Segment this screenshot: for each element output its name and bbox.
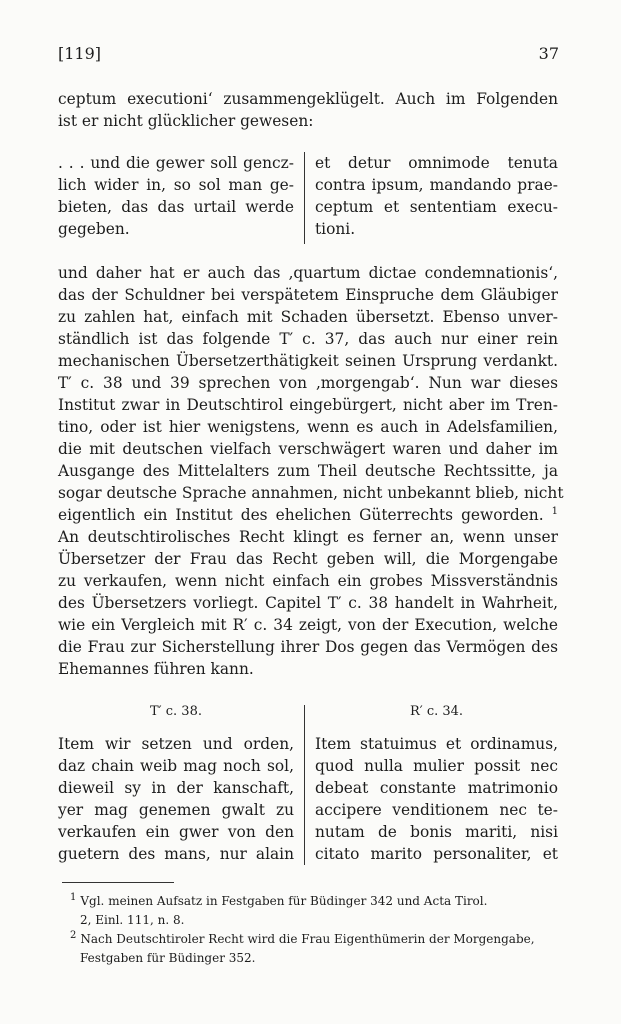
text-line: citato marito personaliter, et bbox=[315, 845, 558, 863]
body-paragraph bbox=[58, 262, 564, 680]
text-line: Übersetzer der Frau das Recht geben will, die Morgengabe bbox=[58, 550, 558, 568]
footnote-text: Vgl. meinen Aufsatz in Festgaben für Büdinger 342 und Acta Tirol. bbox=[80, 894, 488, 908]
text-line: guetern des mans, nur alain bbox=[58, 845, 294, 863]
column-heading-german: T′ c. 38. bbox=[150, 704, 202, 719]
text-line: zu verkaufen, wenn nicht einfach ein grobes Missverständnis bbox=[58, 572, 558, 590]
running-header bbox=[58, 44, 559, 70]
quote-latin-column bbox=[315, 152, 558, 240]
text-line: die Frau zur Sicherstellung ihrer Dos gegen das Vermögen des bbox=[58, 638, 558, 656]
footnote-number: 2 bbox=[70, 930, 77, 941]
text-line: mechanischen Übersetzerthätigkeit seinen Ursprung verdankt. bbox=[58, 352, 558, 370]
quote-german-column bbox=[58, 733, 294, 865]
footnote-line: Festgaben für Büdinger 352. bbox=[80, 951, 256, 965]
footnote-text: Nach Deutschtiroler Recht wird die Frau Eigenthümerin der Morgengabe, bbox=[80, 932, 535, 946]
text-line: Item wir setzen und orden, bbox=[58, 735, 294, 753]
text-line: nutam de bonis mariti, nisi bbox=[315, 823, 558, 841]
text-line: zu zahlen hat, einfach mit Schaden übersetzt. Ebenso unver- bbox=[58, 308, 558, 326]
column-divider bbox=[304, 152, 305, 244]
text-line: dieweil sy in der kanschaft, bbox=[58, 779, 294, 797]
text-line: ist er nicht glücklicher gewesen: bbox=[58, 112, 314, 130]
quote-latin-column bbox=[315, 733, 558, 865]
text-line: Institut zwar in Deutschtirol eingebürgert, nicht aber im Tren- bbox=[58, 396, 558, 414]
parallel-quote-1 bbox=[58, 152, 558, 242]
text-line-content: eigentlich ein Institut des ehelichen Güterrechts geworden. bbox=[58, 506, 544, 524]
text-line: Ehemannes führen kann. bbox=[58, 660, 254, 678]
text-line: daz chain weib mag noch sol, bbox=[58, 757, 294, 775]
text-line: das der Schuldner bei verspätetem Einspruche dem Gläubiger bbox=[58, 286, 558, 304]
text-line: debeat constante matrimonio bbox=[315, 779, 558, 797]
section-marker: [119] bbox=[58, 44, 102, 63]
intro-paragraph bbox=[58, 88, 558, 132]
text-line: ceptum executioni‘ zusammengeklügelt. Auch im Folgenden bbox=[58, 90, 558, 108]
footnote-line bbox=[70, 930, 558, 949]
page-number: 37 bbox=[538, 44, 559, 63]
text-line: sogar deutsche Sprache annahmen, nicht unbekannt blieb, nicht bbox=[58, 484, 564, 502]
text-line: ständlich ist das folgende T′ c. 37, das auch nur einer rein bbox=[58, 330, 558, 348]
text-line: und daher hat er auch das ‚quartum dictae condemnationis‘, bbox=[58, 264, 558, 282]
text-line: des Übersetzers vorliegt. Capitel T′ c. 38 handelt in Wahrheit, bbox=[58, 594, 558, 612]
text-line: et detur omnimode tenuta bbox=[315, 154, 558, 172]
parallel-quote-2 bbox=[58, 733, 558, 868]
text-line: accipere venditionem nec te- bbox=[315, 801, 558, 819]
text-line: lich wider in, so sol man ge- bbox=[58, 176, 294, 194]
text-line: ceptum et sententiam execu- bbox=[315, 198, 558, 216]
footnote-number: 1 bbox=[70, 892, 77, 903]
text-line: gegeben. bbox=[58, 220, 130, 238]
text-line bbox=[58, 504, 558, 526]
footnote-line: 2, Einl. 111, n. 8. bbox=[80, 913, 185, 927]
text-line: T′ c. 38 und 39 sprechen von ‚morgengab‘. Nun war dieses bbox=[58, 374, 558, 392]
text-line: tino, oder ist hier wenigstens, wenn es auch in Adelsfamilien, bbox=[58, 418, 558, 436]
quote-german-column bbox=[58, 152, 294, 240]
footnote-ref: 1 bbox=[551, 505, 558, 517]
text-line: tioni. bbox=[315, 220, 356, 238]
text-line: Item statuimus et ordinamus, bbox=[315, 735, 558, 753]
text-line: An deutschtirolisches Recht klingt es ferner an, wenn unser bbox=[58, 528, 558, 546]
text-line: die mit deutschen vielfach verschwägert waren und daher im bbox=[58, 440, 558, 458]
footnote-line bbox=[70, 892, 558, 911]
footnote-rule bbox=[62, 882, 174, 883]
text-line: yer mag genemen gwalt zu bbox=[58, 801, 294, 819]
text-line: quod nulla mulier possit nec bbox=[315, 757, 558, 775]
text-line: Ausgange des Mittelalters zum Theil deutsche Rechtssitte, ja bbox=[58, 462, 558, 480]
text-line: wie ein Vergleich mit R′ c. 34 zeigt, von der Execution, welche bbox=[58, 616, 558, 634]
footnotes bbox=[70, 892, 558, 968]
column-divider bbox=[304, 705, 305, 865]
text-line: . . . und die gewer soll gencz- bbox=[58, 154, 294, 172]
text-line: verkaufen ein gwer von den bbox=[58, 823, 294, 841]
column-heading-latin: R′ c. 34. bbox=[409, 704, 464, 719]
text-line: bieten, das das urtail werde bbox=[58, 198, 294, 216]
text-line: contra ipsum, mandando prae- bbox=[315, 176, 558, 194]
